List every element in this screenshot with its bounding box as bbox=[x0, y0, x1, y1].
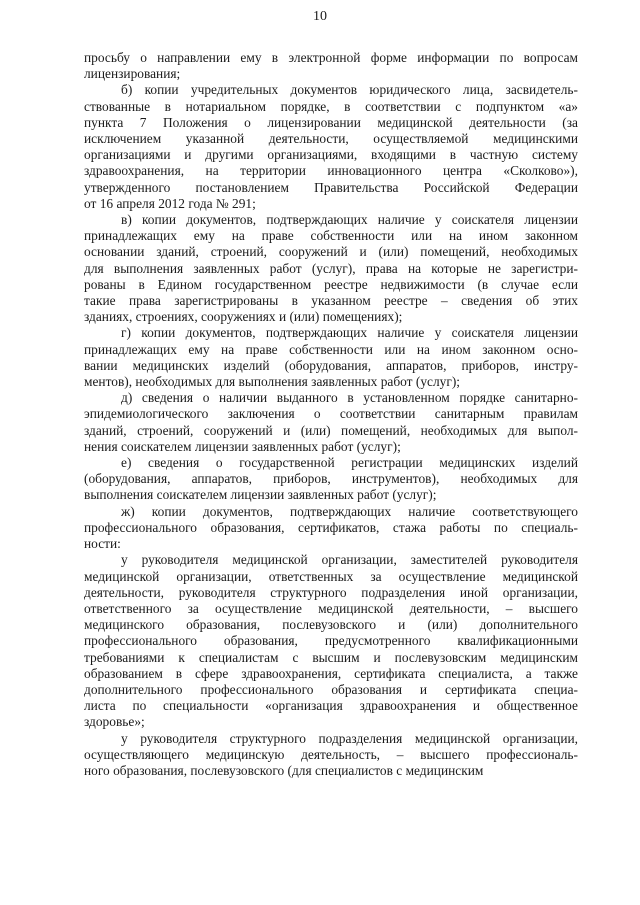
text-line: медицинской организации, ответственных за осуществление медицинской bbox=[84, 568, 578, 584]
text-line: ж) копии документов, подтверждающих наличие соответствующего bbox=[121, 503, 578, 519]
paragraph-d bbox=[84, 390, 578, 455]
text-line: профессионального образования, сертификатов, стажа работы по специаль- bbox=[84, 519, 578, 535]
text-line: для выполнения заявленных работ (услуг), права на которые не зарегистри- bbox=[84, 260, 578, 276]
paragraph-e bbox=[84, 455, 578, 504]
document-body bbox=[84, 50, 578, 779]
text-line: нения соискателем лицензии заявленных работ (услуг); bbox=[84, 438, 401, 454]
text-line: принадлежащих ему на праве собственности или на ином законном осно- bbox=[84, 341, 578, 357]
text-line: пункта 7 Положения о лицензировании медицинской деятельности (за bbox=[84, 114, 578, 130]
text-line: у руководителя структурного подразделения медицинской организации, bbox=[121, 730, 578, 746]
paragraph-g bbox=[84, 325, 578, 390]
text-line: у руководителя медицинской организации, заместителей руководителя bbox=[121, 552, 578, 568]
paragraph-intro bbox=[84, 50, 578, 82]
text-line: дополнительного профессионального образования и сертификата специа- bbox=[84, 681, 578, 697]
text-line: выполнения соискателем лицензии заявленных работ (услуг); bbox=[84, 487, 437, 503]
text-line: принадлежащих ему на праве собственности или на ином законном bbox=[84, 228, 578, 244]
text-line: ствованные в нотариальном порядке, в соответствии с подпунктом «а» bbox=[84, 98, 578, 114]
text-line: б) копии учредительных документов юридического лица, засвидетель- bbox=[121, 82, 578, 98]
text-line: ности: bbox=[84, 536, 121, 552]
page-number: 10 bbox=[313, 9, 327, 24]
text-line: организациями и другими организациями, входящими в частную систему bbox=[84, 147, 578, 163]
text-line: вании медицинских изделий (оборудования, аппаратов, приборов, инстру- bbox=[84, 357, 578, 373]
text-line: эпидемиологического заключения о соответствии санитарным правилам bbox=[84, 406, 578, 422]
text-line: (оборудования, аппаратов, приборов, инструментов), необходимых для bbox=[84, 471, 578, 487]
paragraph-b bbox=[84, 82, 578, 212]
paragraph-zh bbox=[84, 504, 578, 553]
text-line: здравоохранения, на территории инновационного центра «Сколково»), bbox=[84, 163, 578, 179]
paragraph-unit bbox=[84, 731, 578, 780]
text-line: образованием в сфере здравоохранения, сертификата специалиста, а также bbox=[84, 665, 578, 681]
text-line: зданиях, строениях, сооружениях и (или) помещениях); bbox=[84, 309, 403, 325]
text-line: просьбу о направлении ему в электронной форме информации по вопросам bbox=[84, 50, 578, 65]
text-line: основании зданий, строений, сооружений и (или) помещений, необходимых bbox=[84, 244, 578, 260]
text-line: в) копии документов, подтверждающих наличие у соискателя лицензии bbox=[121, 212, 578, 228]
text-line: лицензирования; bbox=[84, 66, 181, 82]
text-line: зданий, строений, сооружений и (или) помещений, необходимых для выпол- bbox=[84, 422, 578, 438]
text-line: требованиями к специалистам с высшим и послевузовским медицинским bbox=[84, 649, 578, 665]
text-line: исключением указанной деятельности, осуществляемой медицинскими bbox=[84, 131, 578, 147]
text-line: е) сведения о государственной регистрации медицинских изделий bbox=[121, 455, 578, 471]
text-line: ответственного за осуществление медицинской деятельности, – высшего bbox=[84, 600, 578, 616]
text-line: г) копии документов, подтверждающих наличие у соискателя лицензии bbox=[121, 325, 578, 341]
text-line: здоровье»; bbox=[84, 714, 145, 730]
text-line: листа по специальности «организация здравоохранения и общественное bbox=[84, 698, 578, 714]
text-line: утвержденного постановлением Правительства Российской Федерации bbox=[84, 179, 578, 195]
paragraph-v bbox=[84, 212, 578, 325]
text-line: от 16 апреля 2012 года № 291; bbox=[84, 195, 256, 211]
text-line: ного образования, послевузовского (для специалистов с медицинским bbox=[84, 762, 484, 778]
text-line: ментов), необходимых для выполнения заявленных работ (услуг); bbox=[84, 374, 461, 390]
text-line: д) сведения о наличии выданного в установленном порядке санитарно- bbox=[121, 390, 578, 406]
text-line: медицинского образования, послевузовского и (или) дополнительного bbox=[84, 617, 578, 633]
paragraph-head bbox=[84, 552, 578, 730]
text-line: осуществляющего медицинскую деятельность, – высшего профессиональ- bbox=[84, 746, 578, 762]
text-line: рованы в Едином государственном реестре недвижимости (в случае если bbox=[84, 276, 578, 292]
text-line: такие права зарегистрированы в указанном реестре – сведения об этих bbox=[84, 293, 578, 309]
text-line: профессионального образования, предусмотренного квалификационными bbox=[84, 633, 578, 649]
text-line: деятельности, руководителя структурного подразделения иной организации, bbox=[84, 584, 578, 600]
